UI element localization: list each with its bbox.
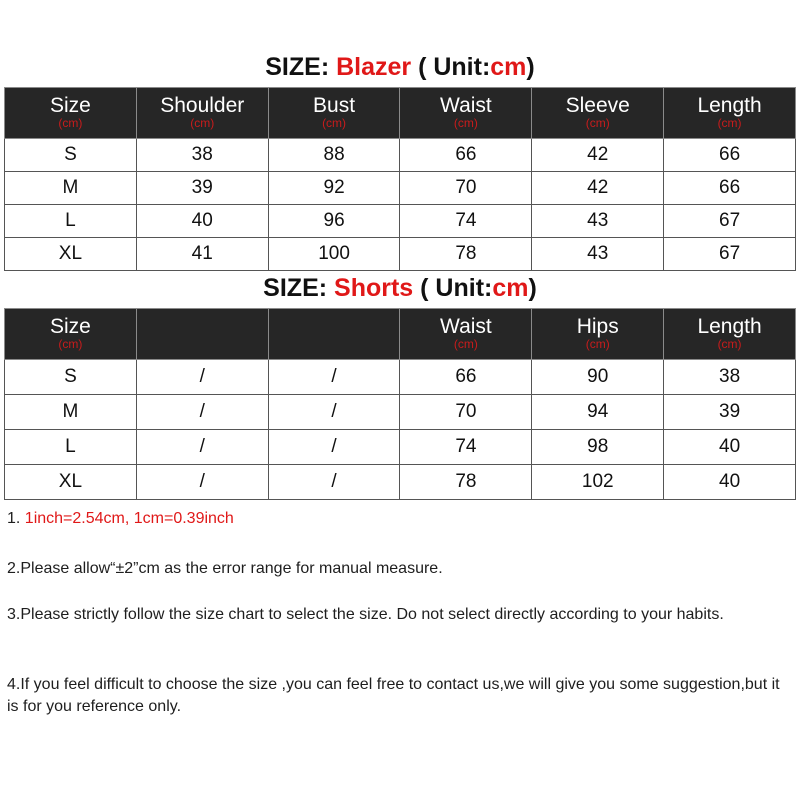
header-label: Length xyxy=(697,315,762,338)
header-unit: (cm) xyxy=(58,337,83,351)
blazer-header-waist xyxy=(400,88,532,139)
table-cell: 98 xyxy=(532,430,664,465)
table-cell: L xyxy=(5,205,137,238)
table-cell: 66 xyxy=(664,172,796,205)
table-cell: 67 xyxy=(664,238,796,271)
note-4: 4.If you feel difficult to choose the size ,you can feel free to contact us,we will give you some suggestion,but it is for you reference only. xyxy=(7,676,780,715)
shorts-title-item: Shorts xyxy=(334,274,414,302)
shorts-header-waist xyxy=(400,309,532,360)
table-cell: XL xyxy=(5,238,137,271)
table-cell: 39 xyxy=(136,172,268,205)
table-cell: 40 xyxy=(664,465,796,500)
blazer-size-table xyxy=(4,87,796,271)
header-unit: (cm) xyxy=(717,337,742,351)
table-cell: 43 xyxy=(532,238,664,271)
table-cell: / xyxy=(136,465,268,500)
table-cell: 66 xyxy=(400,139,532,172)
table-cell: 74 xyxy=(400,205,532,238)
shorts-title xyxy=(0,273,800,303)
blazer-title-prefix: SIZE: xyxy=(265,53,337,81)
table-cell: 78 xyxy=(400,238,532,271)
table-cell: 66 xyxy=(400,360,532,395)
header-unit: (cm) xyxy=(585,337,610,351)
table-cell: 74 xyxy=(400,430,532,465)
blazer-title xyxy=(0,52,800,82)
table-cell: 66 xyxy=(664,139,796,172)
header-unit: (cm) xyxy=(58,116,83,130)
note-1-conversion: 1inch=2.54cm, 1cm=0.39inch xyxy=(24,510,234,527)
table-cell: 39 xyxy=(664,395,796,430)
blazer-title-item: Blazer xyxy=(336,53,412,81)
shorts-header-empty xyxy=(268,309,400,360)
note-2: 2.Please allow“±2”cm as the error range for manual measure. xyxy=(7,560,443,577)
table-cell: 88 xyxy=(268,139,400,172)
table-row xyxy=(5,360,796,395)
header-label: Waist xyxy=(440,315,492,338)
table-cell: 38 xyxy=(136,139,268,172)
table-cell: 78 xyxy=(400,465,532,500)
table-cell: 40 xyxy=(136,205,268,238)
table-cell: S xyxy=(5,139,137,172)
header-label: Size xyxy=(49,94,91,117)
table-cell: 40 xyxy=(664,430,796,465)
header-unit: (cm) xyxy=(322,116,347,130)
blazer-header-bust xyxy=(268,88,400,139)
blazer-title-suffix: ) xyxy=(526,53,535,81)
table-cell: / xyxy=(268,430,400,465)
blazer-header-shoulder xyxy=(136,88,268,139)
table-cell: L xyxy=(5,430,137,465)
table-cell: 94 xyxy=(532,395,664,430)
table-cell: 70 xyxy=(400,172,532,205)
header-label: Sleeve xyxy=(565,94,630,117)
table-cell: M xyxy=(5,395,137,430)
shorts-title-prefix: SIZE: xyxy=(263,274,335,302)
table-row xyxy=(5,238,796,271)
note-3: 3.Please strictly follow the size chart to select the size. Do not select directly according to your habits. xyxy=(7,606,724,623)
table-cell: XL xyxy=(5,465,137,500)
header-label: Bust xyxy=(313,94,356,117)
table-cell: / xyxy=(268,360,400,395)
shorts-title-unit: cm xyxy=(492,274,529,302)
shorts-title-mid: ( Unit: xyxy=(413,274,493,302)
table-cell: 92 xyxy=(268,172,400,205)
table-cell: 70 xyxy=(400,395,532,430)
shorts-header-empty xyxy=(136,309,268,360)
header-label: Length xyxy=(697,94,762,117)
table-cell: 41 xyxy=(136,238,268,271)
header-label: Waist xyxy=(440,94,492,117)
table-cell: / xyxy=(136,430,268,465)
table-cell: 38 xyxy=(664,360,796,395)
table-cell: M xyxy=(5,172,137,205)
shorts-header-row xyxy=(5,309,796,360)
table-cell: 96 xyxy=(268,205,400,238)
header-unit: (cm) xyxy=(190,116,215,130)
table-cell: / xyxy=(268,465,400,500)
blazer-header-length xyxy=(664,88,796,139)
table-row xyxy=(5,430,796,465)
table-row xyxy=(5,139,796,172)
table-cell: 102 xyxy=(532,465,664,500)
table-cell: 42 xyxy=(532,139,664,172)
blazer-header-sleeve xyxy=(532,88,664,139)
note-1 xyxy=(7,508,787,530)
table-cell: / xyxy=(268,395,400,430)
table-row xyxy=(5,205,796,238)
shorts-header-length xyxy=(664,309,796,360)
table-cell: / xyxy=(136,395,268,430)
header-unit: (cm) xyxy=(585,116,610,130)
shorts-size-table xyxy=(4,308,796,500)
blazer-header-row xyxy=(5,88,796,139)
shorts-header-size xyxy=(5,309,137,360)
table-cell: S xyxy=(5,360,137,395)
shorts-header-hips xyxy=(532,309,664,360)
header-unit: (cm) xyxy=(453,337,478,351)
header-unit: (cm) xyxy=(453,116,478,130)
note-1-prefix: 1. xyxy=(7,510,25,527)
shorts-title-suffix: ) xyxy=(528,274,537,302)
blazer-title-mid: ( Unit: xyxy=(411,53,491,81)
blazer-header-size xyxy=(5,88,137,139)
table-cell: 100 xyxy=(268,238,400,271)
header-label: Size xyxy=(49,315,91,338)
table-cell: 90 xyxy=(532,360,664,395)
table-cell: / xyxy=(136,360,268,395)
table-cell: 67 xyxy=(664,205,796,238)
table-cell: 42 xyxy=(532,172,664,205)
table-row xyxy=(5,395,796,430)
table-row xyxy=(5,465,796,500)
header-label: Hips xyxy=(576,315,619,338)
header-label: Shoulder xyxy=(160,94,245,117)
blazer-title-unit: cm xyxy=(490,53,527,81)
header-unit: (cm) xyxy=(717,116,742,130)
table-cell: 43 xyxy=(532,205,664,238)
table-row xyxy=(5,172,796,205)
